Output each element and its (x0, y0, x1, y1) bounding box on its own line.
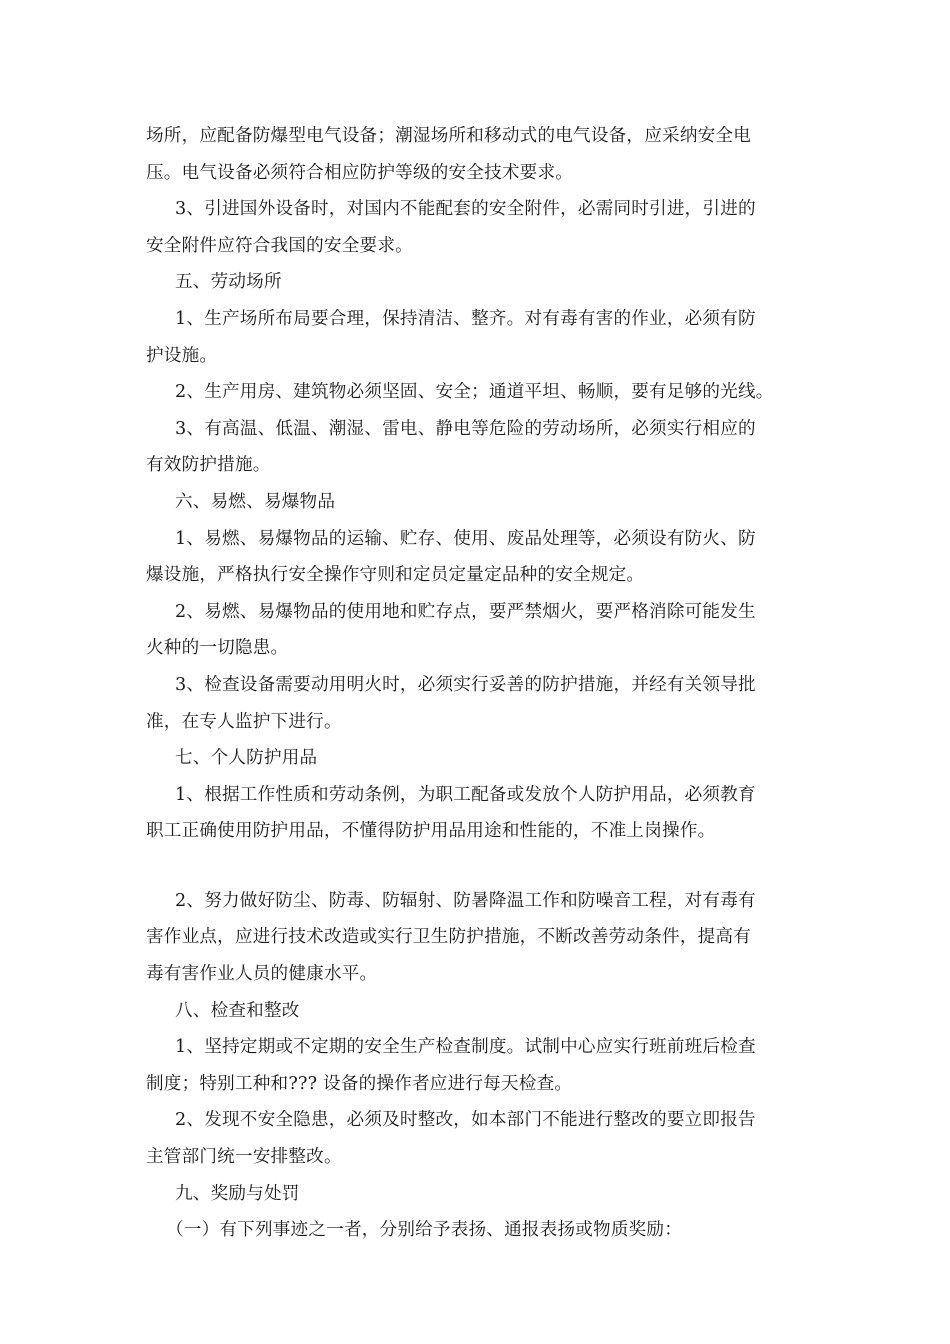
paragraph-line: 压。电气设备必须符合相应防护等级的安全技术要求。 (146, 162, 574, 183)
paragraph-line: 1、易燃、易爆物品的运输、贮存、使用、废品处理等，必须设有防火、防 (175, 528, 756, 549)
paragraph-line: 安全附件应符合我国的安全要求。 (146, 235, 413, 256)
paragraph-line: 有效防护措施。 (146, 455, 271, 476)
blank-gap (146, 850, 812, 883)
paragraph-line: 2、努力做好防尘、防毒、防辐射、防暑降温工作和防噪音工程，对有毒有 (175, 890, 756, 911)
paragraph-line: 害作业点，应进行技术改造或实行卫生防护措施，不断改善劳动条件，提高有 (146, 927, 751, 948)
subsection-heading: （一）有下列事迹之一者，分别给予表扬、通报表扬或物质奖励： (166, 1220, 683, 1241)
section-heading: 九、奖励与处罚 (175, 1183, 300, 1204)
paragraph-line: 准，在专人监护下进行。 (146, 711, 342, 732)
paragraph-line: 1、生产场所布局要合理，保持清洁、整齐。对有毒有害的作业，必须有防 (175, 308, 756, 329)
paragraph-line: 1、坚持定期或不定期的安全生产检查制度。试制中心应实行班前班后检查 (175, 1037, 756, 1058)
paragraph-line: 2、易燃、易爆物品的使用地和贮存点，要严禁烟火，要严格消除可能发生 (175, 601, 756, 622)
paragraph-line: 主管部门统一安排整改。 (146, 1147, 342, 1168)
paragraph-line: 爆设施，严格执行安全操作守则和定员定量定品种的安全规定。 (146, 565, 645, 586)
paragraph-line: 2、生产用房、建筑物必须坚固、安全；通道平坦、畅顺，要有足够的光线。 (175, 382, 774, 403)
paragraph-line: 制度；特别工种和??? 设备的操作者应进行每天检查。 (146, 1073, 573, 1094)
paragraph-line: 1、根据工作性质和劳动条例，为职工配备或发放个人防护用品，必须教育 (175, 784, 756, 805)
section-heading: 六、易燃、易爆物品 (175, 491, 336, 512)
paragraph-line: 3、引进国外设备时，对国内不能配套的安全附件，必需同时引进，引进的 (175, 199, 756, 220)
paragraph-line: 场所，应配备防爆型电气设备；潮湿场所和移动式的电气设备，应采纳安全电 (146, 126, 751, 146)
document-body (146, 118, 812, 1249)
paragraph-line: 3、检查设备需要动用明火时，必须实行妥善的防护措施，并经有关领导批 (175, 674, 756, 695)
paragraph-line: 护设施。 (146, 345, 218, 366)
paragraph-line: 职工正确使用防护用品，不懂得防护用品用途和性能的，不准上岗操作。 (146, 821, 716, 842)
section-heading: 七、个人防护用品 (175, 748, 318, 769)
section-heading: 五、劳动场所 (175, 272, 282, 293)
paragraph-line: 3、有高温、低温、潮湿、雷电、静电等危险的劳动场所，必须实行相应的 (175, 418, 756, 439)
paragraph-line: 毒有害作业人员的健康水平。 (146, 964, 378, 985)
section-heading: 八、检查和整改 (175, 1000, 300, 1021)
paragraph-line: 火种的一切隐患。 (146, 638, 289, 659)
paragraph-line: 2、发现不安全隐患，必须及时整改，如本部门不能进行整改的要立即报告 (175, 1110, 756, 1131)
